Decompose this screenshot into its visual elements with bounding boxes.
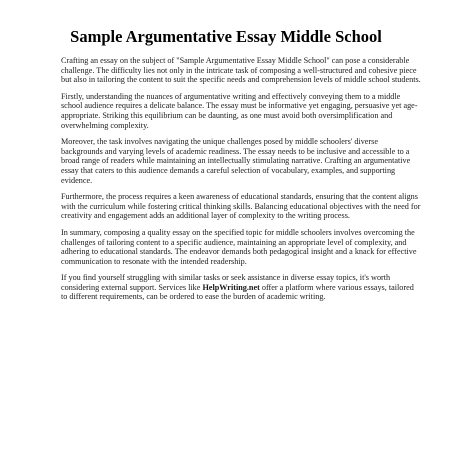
- paragraph-summary: In summary, composing a quality essay on the specified topic for middle schoolers involves overcoming the challenges of tailoring content to a specific audience, maintaining an appropriate level of complexity, and adhering to educational standards. The endeavor demands both pedagogical insight and a knack for effective communication to resonate with the intended readership.: [61, 227, 417, 266]
- paragraph-moreover: Moreover, the task involves navigating the unique challenges posed by middle schoolers' diverse backgrounds and varying levels of academic readiness. The essay needs to be inclusive and accessible to a broad range of readers while maintaining an intellectually stimulating narrative. Crafting an argumentative essay that caters to this audience demands a careful selection of vocabulary, examples, and supporting evidence.: [61, 137, 411, 185]
- service-brand-name: HelpWriting.net: [202, 282, 260, 292]
- page-title: Sample Argumentative Essay Middle School: [70, 27, 382, 46]
- closing-text-after: offer a platform where various essays, tailored to different requirements, can be ordered to ease the burden of academic writing.: [61, 282, 414, 302]
- paragraph-intro: Crafting an essay on the subject of "Sample Argumentative Essay Middle School" can pose a considerable challenge. The difficulty lies not only in the intricate task of composing a well-structured and cohesive piece but also in tailoring the content to suit the specific needs and comprehension levels of middle school students.: [61, 56, 421, 85]
- paragraph-firstly: Firstly, understanding the nuances of argumentative writing and effectively conveying them to a middle school audience requires a delicate balance. The essay must be informative yet engaging, persuasive yet age-appropriate. Striking this equilibrium can be daunting, as one must avoid both oversimplification and overwhelming complexity.: [61, 91, 418, 130]
- closing-text-before: If you find yourself struggling with similar tasks or seek assistance in diverse essay topics, it's worth considering external support. Services like: [61, 273, 391, 292]
- paragraph-closing: [61, 273, 421, 302]
- paragraph-furthermore: Furthermore, the process requires a keen awareness of educational standards, ensuring that the content aligns with the curriculum while fostering critical thinking skills. Balancing educational objectives with the need for creativity and engagement adds an additional layer of complexity to the writing process.: [61, 192, 421, 221]
- essay-body: [61, 56, 421, 309]
